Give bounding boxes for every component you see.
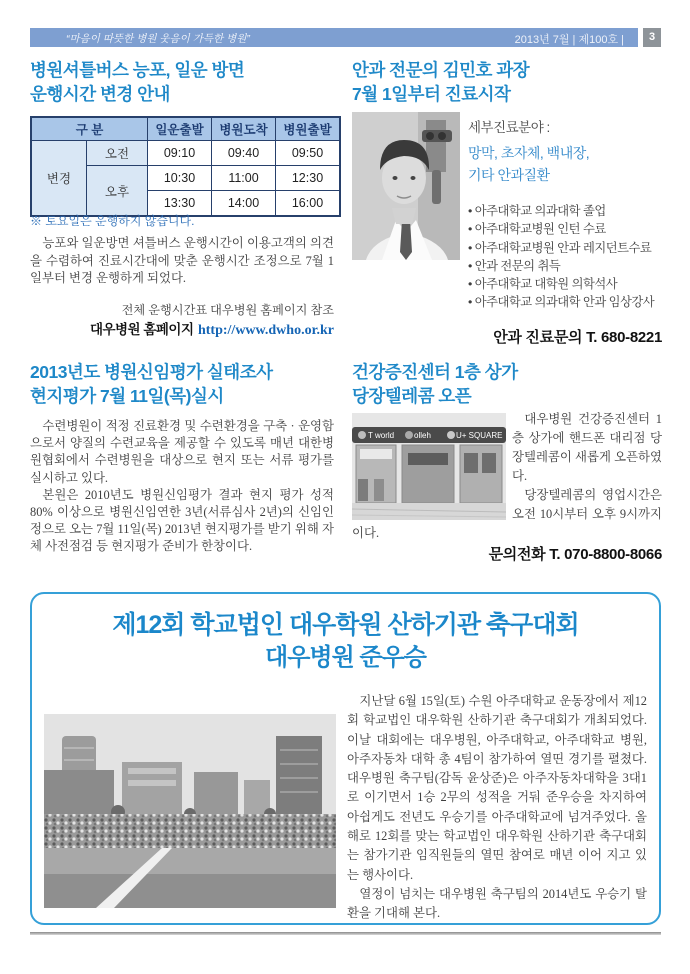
- time-cell: 13:30: [148, 191, 212, 217]
- soccer-title-line1: 제12회 학교법인 대우학원 산하기관 축구대회: [112, 611, 579, 639]
- soccer-para1: 지난달 6월 15일(토) 수원 아주대학교 운동장에서 제12회 학교법인 대우학원 산하기관 축구대회가 개최되었다. 이날 대회에는 대우병원, 아주대학교, 아주대학교 병원, 아주자동차 대학 총 4팀이 참가하여 열띤 경기를 펼쳤다. 대우병원 축구팀(감독 윤상준)은 아주자동차대학을 3대1로 이기면서 1승 2무의 성적을 거둬 준우승을 차지하여 아쉽게도 전년도 우승기를 아주대학교에 넘겨주었다. 올해로 12회를 맞는 학교법인 대우학원 산하기관 축구대회는 참가기관 임직원들의 열띤 참여로 매년 이어 지고 있는 행사이다.: [347, 694, 647, 882]
- doctor-info: [468, 116, 664, 312]
- soccer-article-text: [347, 692, 647, 924]
- col-header: 병원출발: [276, 117, 341, 141]
- doctor-title: [352, 58, 529, 106]
- sign-tworld: T world: [368, 431, 395, 440]
- doctor-title-line1: 안과 전문의 김민호 과장: [352, 60, 530, 80]
- telecom-title: [352, 360, 518, 408]
- table-header-row: [31, 117, 340, 141]
- credential-item: • 아주대학교 의과대학 졸업: [468, 202, 664, 220]
- telecom-body: [352, 410, 662, 543]
- homepage-label: 대우병원 홈페이지: [89, 322, 194, 337]
- credentials-list: [468, 202, 664, 312]
- header-quote: “마음이 따뜻한 병원 웃음이 가득한 병원”: [66, 33, 250, 45]
- table-row: [31, 141, 340, 166]
- footer-divider: [30, 932, 661, 935]
- accreditation-title-line2: 현지평가 7월 11일(목)실시: [30, 386, 224, 406]
- col-header: 병원도착: [212, 117, 276, 141]
- soccer-title-line2: 대우병원 준우승: [265, 644, 426, 671]
- header-bar: [30, 28, 638, 47]
- shuttle-title: [30, 58, 244, 106]
- sign-olleh: olleh: [414, 431, 431, 440]
- telecom-para1: 대우병원 건강증진센터 1층 상가에 핸드폰 대리점 당장텔레콤이 새롭게 오픈하였다.: [512, 412, 662, 483]
- homepage-url: http://www.dwho.or.kr: [197, 323, 334, 338]
- period-cell: 오전: [87, 141, 148, 166]
- accreditation-body: [30, 418, 334, 556]
- period-cell: 오후: [87, 166, 148, 217]
- eye-clinic-contact: 안과 진료문의 T. 680-8221: [493, 329, 662, 346]
- saturday-note: ※ 토요일은 운행하지 않습니다.: [30, 214, 195, 228]
- time-cell: 09:40: [212, 141, 276, 166]
- accreditation-para2: 본원은 2010년도 병원신임평가 결과 현지 평가 성적 80% 이상으로 병원신임연한 3년(서류심사 2년)의 신임인정으로 오는 7월 11일(목) 2013년 현지평가를 받기 위해 자체 사전점검 등 현지평가 준비가 한창이다.: [30, 487, 334, 554]
- credential-item: • 아주대학교 대학원 의학석사: [468, 275, 664, 293]
- specialty-line2: 기타 안과질환: [468, 167, 550, 183]
- soccer-title: [32, 608, 659, 674]
- accreditation-title: [30, 360, 273, 408]
- time-cell: 11:00: [212, 166, 276, 191]
- page-number: 3: [643, 28, 661, 47]
- time-cell: 09:10: [148, 141, 212, 166]
- telecom-store-photo: [352, 413, 506, 520]
- telecom-contact: 문의전화 T. 070-8800-8066: [488, 546, 662, 563]
- shuttle-title-line2: 운행시간 변경 안내: [30, 84, 170, 104]
- specialty-line1: 망막, 초자체, 백내장,: [468, 145, 590, 161]
- soccer-para2: 열정이 넘치는 대우병원 축구팀의 2014년도 우승기 탈환을 기대해 본다.: [347, 886, 647, 921]
- sign-usquare: U+ SQUARE: [456, 431, 503, 440]
- header-issue: 2013년 7월 | 제100호 |: [514, 34, 624, 46]
- time-cell: 16:00: [276, 191, 341, 217]
- doctor-title-line2: 7월 1일부터 진료시작: [352, 84, 511, 104]
- soccer-article-box: [30, 592, 661, 925]
- col-group-header: 구 분: [31, 117, 148, 141]
- time-cell: 12:30: [276, 166, 341, 191]
- doctor-photo: [352, 112, 460, 260]
- accreditation-title-line1: 2013년도 병원신임평가 실태조사: [30, 362, 273, 382]
- shuttle-timetable: [30, 116, 341, 217]
- credential-item: • 아주대학교병원 인턴 수료: [468, 220, 664, 238]
- time-cell: 10:30: [148, 166, 212, 191]
- row-group-label: 변경: [31, 141, 87, 217]
- telecom-para2: 당장텔레콤의 영업시간은 오전 10시부터 오후 9시까지이다.: [352, 488, 662, 540]
- timetable-reference: 전체 운행시간표 대우병원 홈페이지 참조: [121, 303, 334, 317]
- credential-item: • 아주대학교 의과대학 안과 임상강사: [468, 293, 664, 311]
- accreditation-para1: 수련병원이 적정 진료환경 및 수련환경을 구축 · 운영함으로서 양질의 수련교육을 제공할 수 있도록 매년 대한병원협회에서 수련병원을 대상으로 현지 또는 서류 평가를 실시하고 있다.: [30, 419, 334, 485]
- credential-item: • 안과 전문의 취득: [468, 257, 664, 275]
- shuttle-body-text: 능포와 일운방면 셔틀버스 운행시간이 이용고객의 의견을 수렴하여 진료시간대에 맞춘 운행시간 조정으로 7월 1일부터 변경 운행하게 되었다.: [30, 236, 334, 285]
- specialty-label: 세부진료분야 :: [468, 120, 550, 135]
- credential-item: • 아주대학교병원 안과 레지던트수료: [468, 239, 664, 257]
- time-cell: 09:50: [276, 141, 341, 166]
- telecom-title-line1: 건강증진센터 1층 상가: [352, 362, 518, 382]
- soccer-team-photo: [44, 714, 336, 908]
- shuttle-title-line1: 병원셔틀버스 능포, 일운 방면: [30, 60, 245, 80]
- time-cell: 14:00: [212, 191, 276, 217]
- homepage-line: [30, 318, 334, 339]
- col-header: 일운출발: [148, 117, 212, 141]
- telecom-title-line2: 당장텔레콤 오픈: [352, 386, 472, 406]
